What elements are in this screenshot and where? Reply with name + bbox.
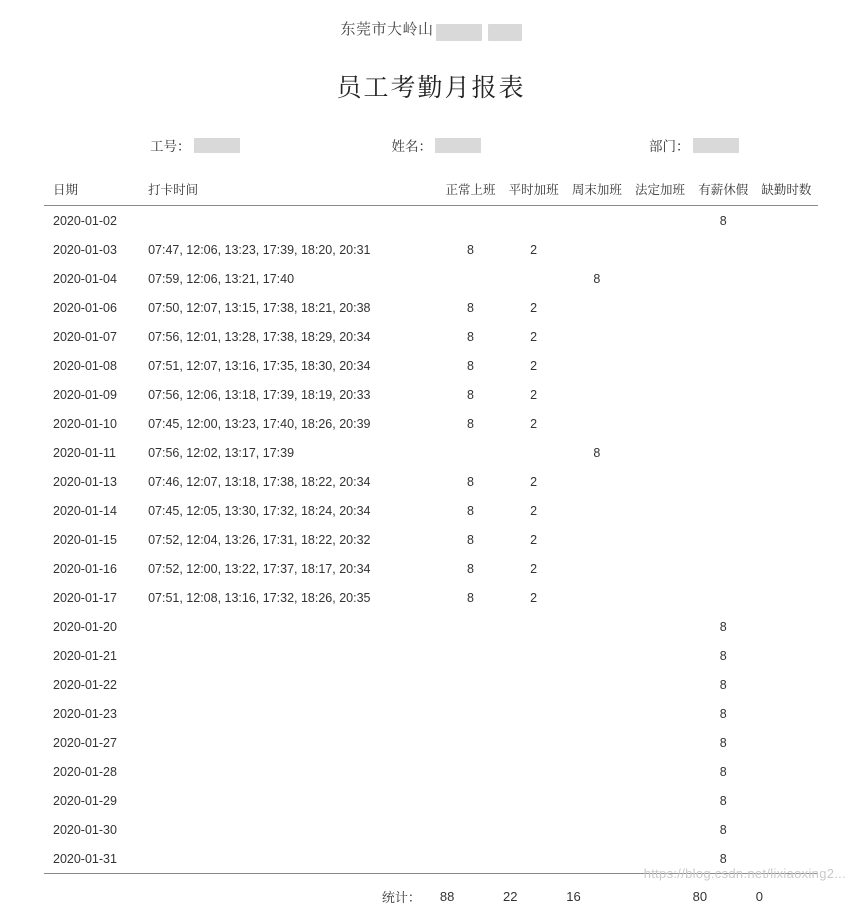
cell-normal-hours — [439, 786, 502, 815]
cell-paid-leave: 8 — [692, 670, 755, 699]
cell-absent-hours — [755, 496, 818, 525]
cell-normal-hours: 8 — [439, 351, 502, 380]
column-header-paid-leave: 有薪休假 — [692, 180, 755, 206]
table-row — [44, 264, 818, 293]
attendance-table-body — [44, 206, 818, 874]
cell-date: 2020-01-07 — [44, 322, 148, 351]
cell-weekend-overtime — [565, 380, 628, 409]
cell-date: 2020-01-20 — [44, 612, 148, 641]
cell-weekday-overtime — [502, 206, 565, 236]
cell-paid-leave: 8 — [692, 699, 755, 728]
cell-normal-hours: 8 — [439, 322, 502, 351]
cell-absent-hours — [755, 351, 818, 380]
table-row — [44, 438, 818, 467]
cell-weekend-overtime — [565, 612, 628, 641]
cell-normal-hours — [439, 438, 502, 467]
cell-weekday-overtime: 2 — [502, 496, 565, 525]
table-row — [44, 525, 818, 554]
cell-paid-leave: 8 — [692, 786, 755, 815]
cell-weekend-overtime: 8 — [565, 438, 628, 467]
cell-weekday-overtime: 2 — [502, 525, 565, 554]
table-row — [44, 728, 818, 757]
cell-date: 2020-01-02 — [44, 206, 148, 236]
cell-weekend-overtime — [565, 525, 628, 554]
cell-holiday-overtime — [628, 815, 691, 844]
cell-date: 2020-01-23 — [44, 699, 148, 728]
cell-weekend-overtime — [565, 409, 628, 438]
cell-date: 2020-01-03 — [44, 235, 148, 264]
cell-paid-leave: 8 — [692, 757, 755, 786]
cell-punch-times — [148, 206, 439, 236]
cell-date: 2020-01-30 — [44, 815, 148, 844]
cell-punch-times: 07:56, 12:02, 13:17, 17:39 — [148, 438, 439, 467]
cell-weekday-overtime — [502, 815, 565, 844]
cell-absent-hours — [755, 438, 818, 467]
cell-punch-times — [148, 641, 439, 670]
cell-paid-leave — [692, 554, 755, 583]
cell-holiday-overtime — [628, 351, 691, 380]
cell-date: 2020-01-31 — [44, 844, 148, 874]
cell-weekday-overtime — [502, 757, 565, 786]
cell-holiday-overtime — [628, 670, 691, 699]
cell-weekend-overtime — [565, 728, 628, 757]
attendance-table — [44, 180, 818, 907]
cell-weekend-overtime — [565, 699, 628, 728]
cell-punch-times — [148, 786, 439, 815]
cell-paid-leave: 8 — [692, 206, 755, 236]
cell-absent-hours — [755, 757, 818, 786]
watermark-text: https://blog.csdn.net/lixiaoxing2... — [644, 866, 846, 881]
cell-normal-hours — [439, 670, 502, 699]
cell-holiday-overtime — [628, 409, 691, 438]
cell-paid-leave — [692, 467, 755, 496]
table-row — [44, 786, 818, 815]
cell-paid-leave — [692, 235, 755, 264]
cell-date: 2020-01-13 — [44, 467, 148, 496]
cell-absent-hours — [755, 322, 818, 351]
table-row — [44, 757, 818, 786]
cell-punch-times — [148, 670, 439, 699]
cell-weekday-overtime: 2 — [502, 583, 565, 612]
cell-holiday-overtime — [628, 264, 691, 293]
cell-punch-times — [148, 757, 439, 786]
employee-meta-row — [44, 134, 818, 156]
cell-holiday-overtime — [628, 786, 691, 815]
cell-weekend-overtime — [565, 786, 628, 815]
cell-date: 2020-01-22 — [44, 670, 148, 699]
cell-weekend-overtime — [565, 815, 628, 844]
table-row — [44, 815, 818, 844]
cell-normal-hours — [439, 206, 502, 236]
cell-absent-hours — [755, 728, 818, 757]
cell-absent-hours — [755, 235, 818, 264]
cell-weekday-overtime: 2 — [502, 380, 565, 409]
cell-paid-leave — [692, 293, 755, 322]
table-row — [44, 641, 818, 670]
cell-normal-hours — [439, 728, 502, 757]
cell-punch-times — [148, 699, 439, 728]
cell-absent-hours — [755, 583, 818, 612]
cell-absent-hours — [755, 699, 818, 728]
cell-punch-times: 07:51, 12:07, 13:16, 17:35, 18:30, 20:34 — [148, 351, 439, 380]
cell-holiday-overtime — [628, 525, 691, 554]
table-row — [44, 670, 818, 699]
cell-normal-hours — [439, 815, 502, 844]
cell-weekend-overtime — [565, 293, 628, 322]
cell-punch-times: 07:50, 12:07, 13:15, 17:38, 18:21, 20:38 — [148, 293, 439, 322]
cell-weekend-overtime — [565, 757, 628, 786]
cell-date: 2020-01-29 — [44, 786, 148, 815]
company-name-text: 东莞市大岭山 — [340, 21, 433, 38]
table-row — [44, 583, 818, 612]
cell-weekday-overtime: 2 — [502, 467, 565, 496]
summary-paid-leave: 80 — [692, 874, 755, 907]
cell-weekday-overtime — [502, 670, 565, 699]
cell-paid-leave — [692, 525, 755, 554]
cell-paid-leave: 8 — [692, 641, 755, 670]
cell-normal-hours — [439, 264, 502, 293]
cell-normal-hours — [439, 641, 502, 670]
table-row — [44, 206, 818, 236]
cell-normal-hours: 8 — [439, 293, 502, 322]
cell-holiday-overtime — [628, 554, 691, 583]
cell-absent-hours — [755, 525, 818, 554]
cell-weekend-overtime: 8 — [565, 264, 628, 293]
cell-weekday-overtime: 2 — [502, 554, 565, 583]
column-header-date: 日期 — [44, 180, 148, 206]
column-header-punch-times: 打卡时间 — [148, 180, 439, 206]
cell-absent-hours — [755, 380, 818, 409]
cell-normal-hours: 8 — [439, 380, 502, 409]
cell-holiday-overtime — [628, 293, 691, 322]
cell-punch-times — [148, 844, 439, 874]
summary-label: 统计： — [148, 874, 439, 907]
employee-name-label: 姓名： — [392, 135, 433, 155]
cell-date: 2020-01-17 — [44, 583, 148, 612]
cell-paid-leave: 8 — [692, 728, 755, 757]
cell-absent-hours — [755, 786, 818, 815]
attendance-table-head — [44, 180, 818, 206]
cell-punch-times: 07:59, 12:06, 13:21, 17:40 — [148, 264, 439, 293]
employee-name-redaction — [435, 138, 481, 153]
cell-absent-hours — [755, 467, 818, 496]
cell-normal-hours: 8 — [439, 496, 502, 525]
cell-absent-hours — [755, 815, 818, 844]
page-title: 员工考勤月报表 — [44, 68, 818, 104]
cell-holiday-overtime — [628, 438, 691, 467]
cell-normal-hours: 8 — [439, 525, 502, 554]
cell-punch-times — [148, 612, 439, 641]
table-row — [44, 409, 818, 438]
cell-weekday-overtime: 2 — [502, 322, 565, 351]
table-row — [44, 699, 818, 728]
cell-paid-leave: 8 — [692, 844, 755, 874]
cell-normal-hours: 8 — [439, 583, 502, 612]
cell-normal-hours: 8 — [439, 409, 502, 438]
column-header-weekday-overtime: 平时加班 — [502, 180, 565, 206]
cell-absent-hours — [755, 206, 818, 236]
cell-absent-hours — [755, 612, 818, 641]
cell-paid-leave: 8 — [692, 612, 755, 641]
cell-weekday-overtime — [502, 844, 565, 874]
summary-absent-hours: 0 — [755, 874, 818, 907]
cell-paid-leave: 8 — [692, 815, 755, 844]
cell-date: 2020-01-10 — [44, 409, 148, 438]
table-row — [44, 351, 818, 380]
cell-normal-hours — [439, 844, 502, 874]
cell-punch-times: 07:52, 12:04, 13:26, 17:31, 18:22, 20:32 — [148, 525, 439, 554]
table-row — [44, 554, 818, 583]
cell-punch-times: 07:52, 12:00, 13:22, 17:37, 18:17, 20:34 — [148, 554, 439, 583]
department-field — [649, 135, 739, 155]
cell-paid-leave — [692, 438, 755, 467]
cell-punch-times: 07:46, 12:07, 13:18, 17:38, 18:22, 20:34 — [148, 467, 439, 496]
cell-date: 2020-01-04 — [44, 264, 148, 293]
cell-absent-hours — [755, 293, 818, 322]
cell-weekday-overtime: 2 — [502, 351, 565, 380]
cell-normal-hours: 8 — [439, 235, 502, 264]
cell-paid-leave — [692, 380, 755, 409]
employee-name-field — [392, 135, 482, 155]
cell-punch-times — [148, 815, 439, 844]
table-row — [44, 235, 818, 264]
cell-absent-hours — [755, 641, 818, 670]
cell-holiday-overtime — [628, 641, 691, 670]
cell-normal-hours: 8 — [439, 554, 502, 583]
cell-weekend-overtime — [565, 322, 628, 351]
cell-holiday-overtime — [628, 583, 691, 612]
summary-empty-date — [44, 874, 148, 907]
cell-holiday-overtime — [628, 235, 691, 264]
cell-holiday-overtime — [628, 612, 691, 641]
summary-normal-hours: 88 — [439, 874, 502, 907]
cell-date: 2020-01-15 — [44, 525, 148, 554]
company-name-redaction — [436, 24, 482, 41]
cell-holiday-overtime — [628, 728, 691, 757]
column-header-weekend-overtime: 周末加班 — [565, 180, 628, 206]
cell-normal-hours — [439, 757, 502, 786]
summary-weekday-overtime: 22 — [502, 874, 565, 907]
cell-weekend-overtime — [565, 583, 628, 612]
department-redaction — [693, 138, 739, 153]
cell-holiday-overtime — [628, 757, 691, 786]
cell-weekday-overtime: 2 — [502, 293, 565, 322]
cell-date: 2020-01-27 — [44, 728, 148, 757]
cell-punch-times — [148, 728, 439, 757]
cell-absent-hours — [755, 409, 818, 438]
cell-date: 2020-01-14 — [44, 496, 148, 525]
cell-date: 2020-01-08 — [44, 351, 148, 380]
cell-weekday-overtime — [502, 786, 565, 815]
cell-weekday-overtime: 2 — [502, 235, 565, 264]
cell-weekend-overtime — [565, 206, 628, 236]
cell-normal-hours — [439, 612, 502, 641]
cell-weekend-overtime — [565, 844, 628, 874]
cell-date: 2020-01-09 — [44, 380, 148, 409]
cell-absent-hours — [755, 554, 818, 583]
cell-holiday-overtime — [628, 380, 691, 409]
cell-weekend-overtime — [565, 235, 628, 264]
cell-holiday-overtime — [628, 322, 691, 351]
cell-paid-leave — [692, 409, 755, 438]
cell-punch-times: 07:47, 12:06, 13:23, 17:39, 18:20, 20:31 — [148, 235, 439, 264]
cell-punch-times: 07:56, 12:06, 13:18, 17:39, 18:19, 20:33 — [148, 380, 439, 409]
table-row — [44, 380, 818, 409]
cell-weekend-overtime — [565, 554, 628, 583]
cell-punch-times: 07:56, 12:01, 13:28, 17:38, 18:29, 20:34 — [148, 322, 439, 351]
table-row — [44, 612, 818, 641]
column-header-holiday-overtime: 法定加班 — [628, 180, 691, 206]
cell-holiday-overtime — [628, 206, 691, 236]
cell-absent-hours — [755, 264, 818, 293]
cell-normal-hours — [439, 699, 502, 728]
cell-normal-hours: 8 — [439, 467, 502, 496]
cell-weekday-overtime — [502, 641, 565, 670]
cell-holiday-overtime — [628, 467, 691, 496]
cell-weekend-overtime — [565, 641, 628, 670]
cell-paid-leave — [692, 264, 755, 293]
cell-weekday-overtime — [502, 264, 565, 293]
cell-weekday-overtime — [502, 438, 565, 467]
cell-date: 2020-01-11 — [44, 438, 148, 467]
employee-id-label: 工号： — [150, 135, 191, 155]
cell-weekday-overtime — [502, 699, 565, 728]
cell-weekend-overtime — [565, 351, 628, 380]
cell-paid-leave — [692, 351, 755, 380]
cell-weekend-overtime — [565, 670, 628, 699]
cell-weekend-overtime — [565, 467, 628, 496]
cell-weekday-overtime: 2 — [502, 409, 565, 438]
cell-paid-leave — [692, 496, 755, 525]
column-header-normal-hours: 正常上班 — [439, 180, 502, 206]
cell-date: 2020-01-06 — [44, 293, 148, 322]
cell-punch-times: 07:45, 12:00, 13:23, 17:40, 18:26, 20:39 — [148, 409, 439, 438]
table-header-row — [44, 180, 818, 206]
department-label: 部门： — [649, 135, 690, 155]
table-row — [44, 322, 818, 351]
table-row — [44, 293, 818, 322]
cell-date: 2020-01-21 — [44, 641, 148, 670]
cell-date: 2020-01-28 — [44, 757, 148, 786]
summary-weekend-overtime: 16 — [565, 874, 628, 907]
company-name-redaction-2 — [488, 24, 522, 41]
employee-id-field — [150, 135, 240, 155]
cell-weekday-overtime — [502, 612, 565, 641]
cell-paid-leave — [692, 583, 755, 612]
cell-holiday-overtime — [628, 699, 691, 728]
cell-weekday-overtime — [502, 728, 565, 757]
cell-holiday-overtime — [628, 496, 691, 525]
cell-punch-times: 07:45, 12:05, 13:30, 17:32, 18:24, 20:34 — [148, 496, 439, 525]
employee-id-redaction — [194, 138, 240, 153]
cell-date: 2020-01-16 — [44, 554, 148, 583]
cell-paid-leave — [692, 322, 755, 351]
column-header-absent-hours: 缺勤时数 — [755, 180, 818, 206]
cell-weekend-overtime — [565, 496, 628, 525]
cell-punch-times: 07:51, 12:08, 13:16, 17:32, 18:26, 20:35 — [148, 583, 439, 612]
table-row — [44, 467, 818, 496]
company-name-line — [44, 0, 818, 42]
table-row — [44, 496, 818, 525]
cell-absent-hours — [755, 670, 818, 699]
